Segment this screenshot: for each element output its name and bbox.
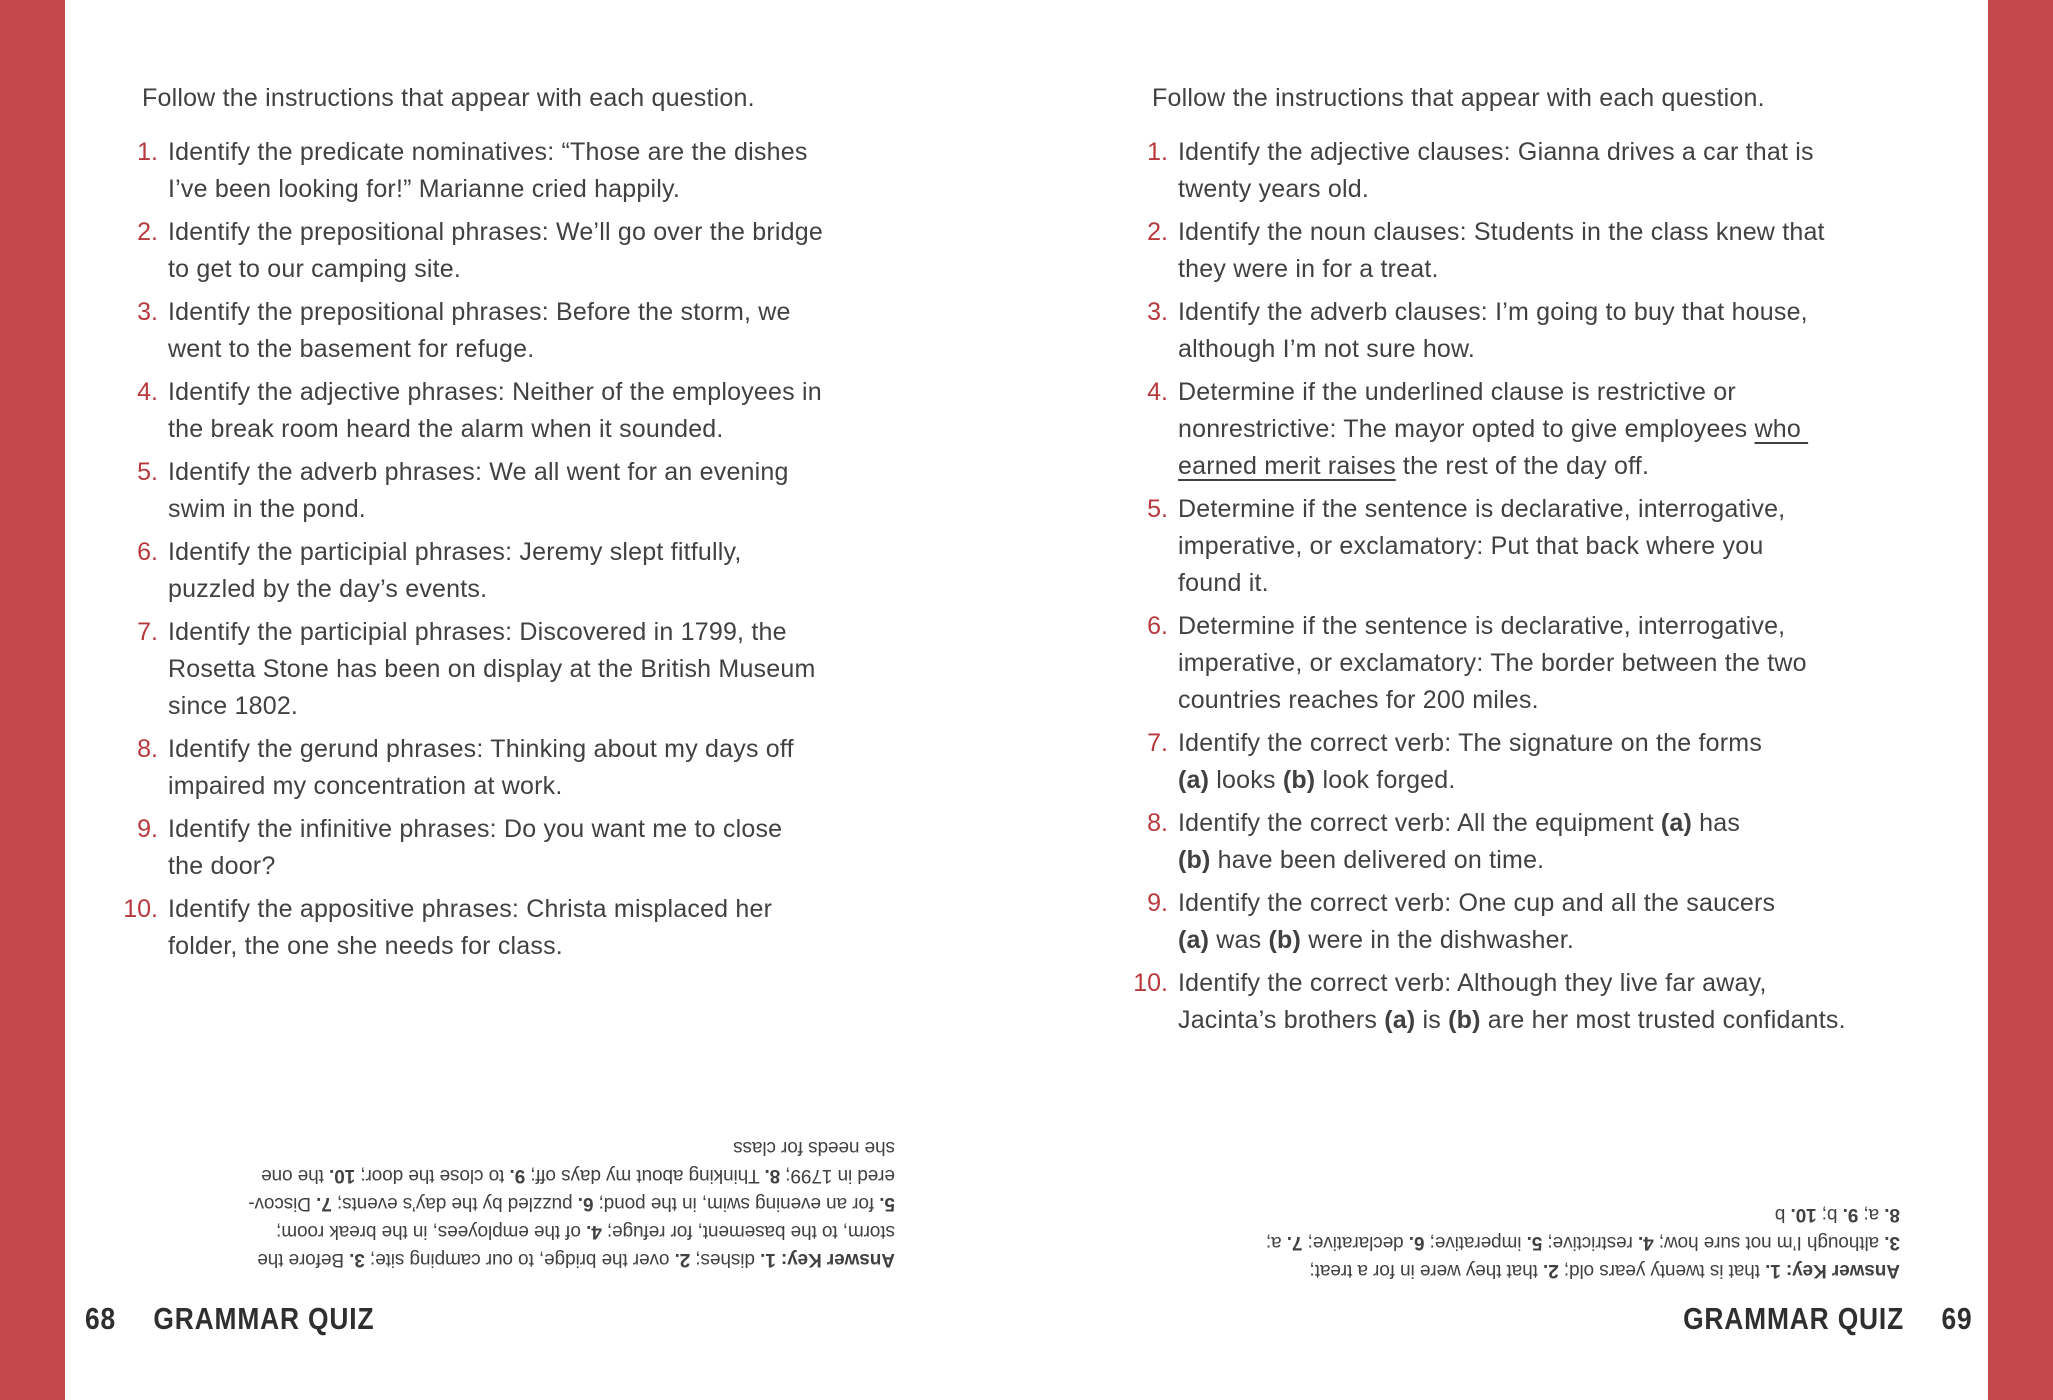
bold-text: 10.: [329, 1165, 356, 1186]
question-text: [1178, 134, 1814, 208]
answer-key-line: [167, 1245, 895, 1273]
bold-text: 8.: [1884, 1204, 1900, 1225]
question-line: [168, 534, 741, 571]
text-segment: restrictive;: [1542, 1232, 1639, 1253]
answer-key-line: [167, 1161, 895, 1189]
bold-text: 3.: [1884, 1232, 1900, 1253]
answer-key-line: [167, 1217, 895, 1245]
question-text: [1178, 214, 1825, 288]
question-line: [1178, 214, 1825, 251]
question-line: [1178, 922, 1775, 959]
question-item: [1118, 294, 1846, 368]
question-text: [168, 294, 791, 368]
text-segment: for an evening swim, in the pond;: [593, 1193, 880, 1214]
bold-text: 5.: [879, 1193, 895, 1214]
question-line: [168, 848, 782, 885]
question-line: [1178, 331, 1808, 368]
question-line: [1178, 374, 1808, 411]
text-segment: imperative;: [1424, 1232, 1527, 1253]
question-number: 2.: [1147, 218, 1168, 246]
instruction-text: Follow the instructions that appear with each question.: [1152, 84, 1765, 112]
bold-text: 2.: [1543, 1260, 1559, 1281]
bold-text: 9.: [1842, 1204, 1859, 1225]
question-line: [168, 651, 815, 688]
question-number: 7.: [137, 618, 158, 646]
question-number: 10.: [123, 895, 158, 923]
text-segment: is: [1415, 1006, 1449, 1034]
text-segment: the rest of the day off.: [1395, 452, 1650, 480]
question-text: [168, 534, 741, 608]
question-item: [108, 134, 823, 208]
bold-text: 6.: [577, 1193, 594, 1214]
question-number: 8.: [137, 735, 158, 763]
question-text: [1178, 294, 1808, 368]
question-item: [1118, 725, 1846, 799]
question-line: [168, 251, 823, 288]
text-segment: a;: [1266, 1232, 1287, 1253]
bold-text: (b): [1268, 926, 1302, 954]
text-segment: the one: [261, 1165, 330, 1186]
question-text: [1178, 608, 1807, 719]
book-section-title: GRAMMAR QUIZ: [1682, 1301, 1904, 1336]
text-segment: Jacinta’s brothers: [1178, 1006, 1385, 1034]
text-segment: Identify the adverb clauses: I’m going to buy that house,: [1178, 298, 1808, 326]
question-list: [1118, 134, 1846, 1045]
question-number: 1.: [137, 138, 158, 166]
text-segment: imperative, or exclamatory: The border between the two: [1178, 649, 1807, 677]
question-number: 5.: [1147, 495, 1168, 523]
question-text: [1178, 885, 1775, 959]
question-line: [168, 928, 772, 965]
question-item: [1118, 134, 1846, 208]
bold-text: 4.: [1638, 1232, 1654, 1253]
text-segment: that is twenty years old;: [1558, 1260, 1766, 1281]
question-number: 2.: [137, 218, 158, 246]
question-number: 9.: [1147, 889, 1168, 917]
text-segment: although I’m not sure how;: [1653, 1232, 1885, 1253]
bold-text: (b): [1282, 766, 1316, 794]
text-segment: Identify the gerund phrases: Thinking about my days off: [168, 735, 794, 763]
text-segment: impaired my concentration at work.: [168, 772, 563, 800]
question-text: [168, 811, 782, 885]
page-number: 68: [85, 1301, 117, 1336]
answer-key-upside-down: [1180, 1200, 1900, 1284]
text-segment: Before the: [257, 1249, 350, 1270]
text-segment: Identify the adjective clauses: Gianna drives a car that is: [1178, 138, 1814, 166]
text-segment: Identify the participial phrases: Jeremy slept fitfully,: [168, 538, 742, 566]
question-number: 6.: [1147, 612, 1168, 640]
text-segment: Thinking about my days off;: [525, 1165, 765, 1186]
text-segment: b: [1774, 1204, 1791, 1225]
question-line: [1178, 645, 1807, 682]
question-text: [1178, 725, 1762, 799]
page-footer: [1683, 1301, 1972, 1337]
question-item: [1118, 885, 1846, 959]
question-line: [1178, 565, 1785, 602]
question-line: [1178, 682, 1807, 719]
text-segment: the door?: [168, 852, 276, 880]
question-item: [1118, 374, 1846, 485]
text-segment: Identify the correct verb: All the equipment: [1178, 809, 1661, 837]
text-segment: a;: [1858, 1204, 1885, 1225]
question-number: 4.: [1147, 378, 1168, 406]
question-line: [1178, 411, 1808, 448]
question-line: [1178, 608, 1807, 645]
left-page: [65, 0, 1026, 1400]
question-item: [108, 891, 823, 965]
question-item: [108, 454, 823, 528]
question-number: 1.: [1147, 138, 1168, 166]
text-segment: puzzled by the day’s events.: [168, 575, 488, 603]
bold-text: 7.: [1286, 1232, 1303, 1253]
text-segment: twenty years old.: [1178, 175, 1369, 203]
text-segment: Identify the predicate nominatives: “Those are the dishes: [168, 138, 808, 166]
question-line: [168, 294, 791, 331]
question-line: [168, 731, 794, 768]
text-segment: Identify the correct verb: The signature on the forms: [1178, 729, 1763, 757]
question-line: [1178, 251, 1825, 288]
page-edge-bar-left: [0, 0, 65, 1400]
question-text: [168, 374, 822, 448]
question-line: [1178, 965, 1846, 1002]
text-segment: to close the door;: [355, 1165, 510, 1186]
answer-key-line: [167, 1189, 895, 1217]
question-line: [1178, 885, 1775, 922]
question-number: 5.: [137, 458, 158, 486]
text-segment: Discov-: [248, 1193, 317, 1214]
question-text: [168, 214, 823, 288]
question-text: [1178, 805, 1740, 879]
page-number: 69: [1940, 1301, 1972, 1336]
text-segment: ered in 1799;: [780, 1165, 895, 1186]
text-segment: Identify the prepositional phrases: We’ll go over the bridge: [168, 218, 823, 246]
answer-key-line: [1180, 1200, 1900, 1228]
page-edge-bar-right: [1988, 0, 2053, 1400]
bold-text: 6.: [1408, 1232, 1425, 1253]
text-segment: Identify the prepositional phrases: Before the storm, we: [168, 298, 791, 326]
question-line: [1178, 171, 1814, 208]
question-line: [1178, 491, 1785, 528]
answer-key-line: [1180, 1228, 1900, 1256]
question-number: 3.: [137, 298, 158, 326]
question-line: [168, 214, 823, 251]
instruction-text: Follow the instructions that appear with each question.: [142, 84, 755, 112]
question-line: [168, 411, 822, 448]
question-item: [108, 731, 823, 805]
bold-text: (a): [1178, 926, 1210, 954]
text-segment: they were in for a treat.: [1178, 255, 1439, 283]
text-segment: Identify the correct verb: Although they live far away,: [1178, 969, 1767, 997]
question-text: [168, 614, 815, 725]
text-segment: are her most trusted confidants.: [1480, 1006, 1846, 1034]
bold-text: 5.: [1526, 1232, 1543, 1253]
text-segment: Determine if the sentence is declarative, interrogative,: [1178, 495, 1786, 523]
question-line: [168, 614, 815, 651]
text-segment: over the bridge, to our camping site;: [364, 1249, 675, 1270]
question-number: 9.: [137, 815, 158, 843]
bold-text: Answer Key:: [775, 1249, 895, 1270]
text-segment: were in the dishwasher.: [1301, 926, 1575, 954]
text-segment: went to the basement for refuge.: [168, 335, 535, 363]
answer-key-upside-down: [167, 1133, 895, 1273]
question-item: [1118, 608, 1846, 719]
text-segment: Determine if the sentence is declarative, interrogative,: [1178, 612, 1786, 640]
question-line: [168, 171, 808, 208]
question-item: [1118, 491, 1846, 602]
question-line: [168, 768, 794, 805]
question-text: [168, 134, 808, 208]
bold-text: (a): [1178, 766, 1210, 794]
bold-text: (b): [1448, 1006, 1481, 1034]
question-item: [1118, 805, 1846, 879]
text-segment: folder, the one she needs for class.: [168, 932, 563, 960]
bold-text: 3.: [349, 1249, 365, 1270]
question-number: 7.: [1147, 729, 1168, 757]
text-segment: looks: [1209, 766, 1283, 794]
text-segment: b;: [1816, 1204, 1843, 1225]
question-line: [1178, 134, 1814, 171]
question-text: [168, 454, 789, 528]
bold-text: 1.: [760, 1249, 776, 1270]
text-segment: storm, to the basement, for refuge;: [601, 1221, 895, 1242]
right-page: [1026, 0, 1988, 1400]
question-line: [168, 811, 782, 848]
bold-text: 4.: [586, 1221, 602, 1242]
question-line: [1178, 762, 1762, 799]
text-segment: swim in the pond.: [168, 495, 366, 523]
text-segment: Identify the participial phrases: Discovered in 1799, the: [168, 618, 787, 646]
bold-text: 10.: [1790, 1204, 1817, 1225]
question-text: [1178, 965, 1846, 1039]
question-item: [1118, 965, 1846, 1039]
question-number: 10.: [1133, 969, 1168, 997]
text-segment: although I’m not sure how.: [1178, 335, 1476, 363]
question-item: [108, 614, 823, 725]
question-text: [1178, 491, 1785, 602]
text-segment: declarative;: [1302, 1232, 1409, 1253]
text-segment: dishes;: [690, 1249, 761, 1270]
question-line: [1178, 294, 1808, 331]
question-item: [108, 811, 823, 885]
text-segment: I’ve been looking for!” Marianne cried happily.: [168, 175, 680, 203]
text-segment: of the employees, in the break room;: [276, 1221, 587, 1242]
question-line: [1178, 1002, 1846, 1039]
text-segment: since 1802.: [168, 692, 299, 720]
bold-text: (a): [1384, 1006, 1416, 1034]
answer-key-line: [167, 1133, 895, 1161]
bold-text: 7.: [316, 1193, 332, 1214]
text-segment: Identify the appositive phrases: Christa misplaced her: [168, 895, 773, 923]
text-segment: to get to our camping site.: [168, 255, 462, 283]
question-line: [168, 571, 741, 608]
answer-key-line: [1180, 1256, 1900, 1284]
book-section-title: GRAMMAR QUIZ: [153, 1301, 375, 1336]
question-line: [1178, 805, 1740, 842]
text-segment: imperative, or exclamatory: Put that back where you: [1178, 532, 1764, 560]
question-number: 8.: [1147, 809, 1168, 837]
question-text: [168, 731, 794, 805]
question-line: [1178, 842, 1740, 879]
bold-text: 9.: [509, 1165, 526, 1186]
text-segment: nonrestrictive: The mayor opted to give employees: [1178, 415, 1755, 443]
bold-text: Answer Key:: [1780, 1260, 1900, 1281]
text-segment: Determine if the underlined clause is restrictive or: [1178, 378, 1736, 406]
question-line: [1178, 725, 1762, 762]
question-number: 3.: [1147, 298, 1168, 326]
question-text: [168, 891, 772, 965]
question-line: [168, 134, 808, 171]
text-segment: Identify the adjective phrases: Neither of the employees in: [168, 378, 822, 406]
text-segment: found it.: [1178, 569, 1269, 597]
text-segment: Identify the infinitive phrases: Do you want me to close: [168, 815, 783, 843]
question-item: [108, 374, 823, 448]
question-text: [1178, 374, 1808, 485]
text-segment: puzzled by the day’s events;: [331, 1193, 578, 1214]
question-line: [168, 491, 789, 528]
question-item: [108, 294, 823, 368]
question-number: 6.: [137, 538, 158, 566]
underlined-text: earned merit raises: [1178, 452, 1396, 480]
text-segment: the break room heard the alarm when it sounded.: [168, 415, 724, 443]
bold-text: (a): [1660, 809, 1693, 837]
text-segment: was: [1209, 926, 1269, 954]
text-segment: has: [1692, 809, 1741, 837]
text-segment: look forged.: [1315, 766, 1456, 794]
question-item: [1118, 214, 1846, 288]
question-line: [1178, 528, 1785, 565]
page-footer: [85, 1301, 374, 1337]
question-list: [108, 134, 823, 971]
underlined-text: who: [1754, 415, 1809, 443]
text-segment: Identify the correct verb: One cup and all the saucers: [1178, 889, 1776, 917]
bold-text: 8.: [764, 1165, 781, 1186]
question-line: [1178, 448, 1808, 485]
question-item: [108, 214, 823, 288]
bold-text: 1.: [1765, 1260, 1781, 1281]
text-segment: countries reaches for 200 miles.: [1178, 686, 1539, 714]
question-line: [168, 688, 815, 725]
question-line: [168, 454, 789, 491]
text-segment: Identify the adverb phrases: We all went for an evening: [168, 458, 789, 486]
question-line: [168, 374, 822, 411]
question-number: 4.: [137, 378, 158, 406]
text-segment: that they were in for a treat;: [1309, 1260, 1544, 1281]
question-item: [108, 534, 823, 608]
text-segment: she needs for class: [733, 1137, 895, 1158]
question-line: [168, 891, 772, 928]
text-segment: Identify the noun clauses: Students in the class knew that: [1178, 218, 1825, 246]
question-line: [168, 331, 791, 368]
bold-text: 2.: [674, 1249, 691, 1270]
bold-text: (b): [1178, 846, 1211, 874]
text-segment: have been delivered on time.: [1210, 846, 1545, 874]
text-segment: Rosetta Stone has been on display at the British Museum: [168, 655, 816, 683]
